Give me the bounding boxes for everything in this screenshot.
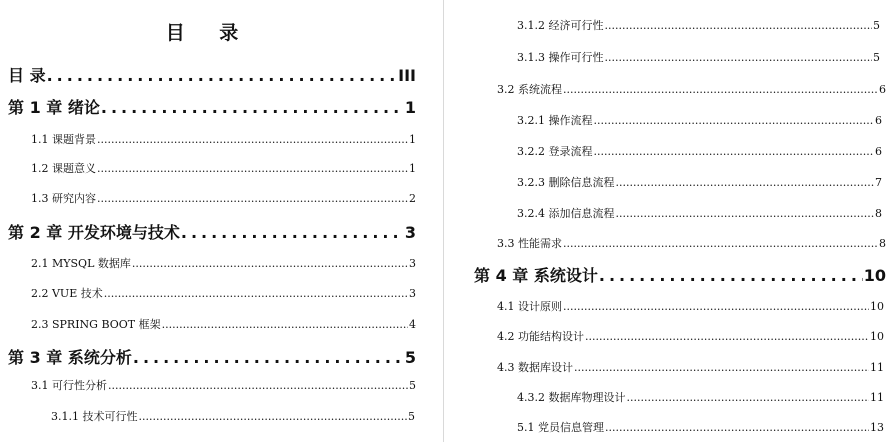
toc-entry-page: 5 [408, 410, 415, 423]
toc-entry-page: 8 [875, 207, 882, 220]
toc-entry-label: 3.2.3 删除信息流程 [517, 176, 615, 189]
toc-title: 目 录 [165, 22, 253, 44]
toc-entry-label: 2.2 VUE 技术 [31, 287, 103, 300]
dot-leader [108, 379, 408, 392]
toc-entry[interactable] [497, 298, 884, 314]
dot-leader [97, 162, 408, 175]
dot-leader [132, 257, 408, 270]
dot-leader [563, 83, 878, 96]
dot-leader [97, 133, 408, 146]
toc-entry[interactable] [8, 345, 416, 368]
toc-entry[interactable] [517, 112, 882, 128]
toc-entry-page: 5 [873, 19, 880, 32]
dot-leader [101, 98, 404, 117]
toc-entry-label: 4.2 功能结构设计 [497, 330, 584, 343]
toc-entry[interactable] [31, 160, 416, 176]
dot-leader [585, 330, 869, 343]
toc-entry[interactable] [8, 63, 416, 86]
toc-entry-label: 3.1.2 经济可行性 [517, 19, 604, 32]
dot-leader [605, 421, 869, 434]
dot-leader [616, 176, 875, 189]
dot-leader [563, 300, 869, 313]
toc-entry[interactable] [517, 389, 884, 405]
toc-entry[interactable] [51, 408, 415, 424]
toc-entry-page: 10 [870, 330, 884, 343]
dot-leader [594, 114, 875, 127]
toc-entry[interactable] [31, 316, 416, 332]
toc-entry-label: 3.1.1 技术可行性 [51, 410, 138, 423]
toc-entry[interactable] [517, 17, 880, 33]
toc-entry-page: 5 [873, 51, 880, 64]
toc-entry-page: 7 [875, 176, 882, 189]
toc-entry[interactable] [31, 377, 416, 393]
toc-entry[interactable] [497, 235, 886, 251]
dot-leader [594, 145, 875, 158]
toc-entry[interactable] [517, 419, 884, 435]
toc-entry-page: III [398, 66, 416, 85]
dot-leader [563, 237, 878, 250]
toc-entry[interactable] [517, 205, 882, 221]
toc-entry-page: 1 [404, 98, 416, 117]
toc-entry[interactable] [517, 143, 882, 159]
toc-entry-page: 2 [409, 192, 416, 205]
toc-entry-label: 目 录 [8, 66, 46, 85]
dot-leader [104, 287, 408, 300]
dot-leader [599, 266, 863, 285]
toc-entry-label: 第 1 章 绪论 [8, 98, 100, 117]
toc-entry-label: 3.2.1 操作流程 [517, 114, 593, 127]
toc-entry-page: 5 [404, 348, 416, 367]
dot-leader [605, 19, 873, 32]
dot-leader [181, 223, 404, 242]
toc-entry-label: 3.1 可行性分析 [31, 379, 107, 392]
dot-leader [574, 361, 869, 374]
toc-entry-label: 2.1 MYSQL 数据库 [31, 257, 131, 270]
toc-entry-page: 5 [409, 379, 416, 392]
toc-entry[interactable] [497, 328, 884, 344]
toc-entry-page: 11 [870, 391, 884, 404]
toc-entry[interactable] [8, 220, 416, 243]
toc-entry-label: 4.3.2 数据库物理设计 [517, 391, 626, 404]
toc-entry-page: 11 [870, 361, 884, 374]
toc-entry-page: 4 [409, 318, 416, 331]
column-divider [443, 0, 444, 442]
toc-entry-page: 3 [409, 257, 416, 270]
toc-entry-label: 3.3 性能需求 [497, 237, 562, 250]
toc-entry-page: 6 [879, 83, 886, 96]
toc-entry-label: 4.3 数据库设计 [497, 361, 573, 374]
dot-leader [133, 348, 404, 367]
toc-entry[interactable] [517, 49, 880, 65]
dot-leader [47, 66, 398, 85]
toc-entry[interactable] [31, 255, 416, 271]
toc-entry-label: 1.1 课题背景 [31, 133, 96, 146]
toc-entry[interactable] [497, 359, 884, 375]
toc-entry-page: 6 [875, 114, 882, 127]
dot-leader [139, 410, 408, 423]
toc-entry-label: 3.2 系统流程 [497, 83, 562, 96]
toc-entry-page: 13 [870, 421, 884, 434]
toc-entry-label: 3.2.4 添加信息流程 [517, 207, 615, 220]
toc-entry[interactable] [497, 81, 886, 97]
dot-leader [627, 391, 870, 404]
dot-leader [605, 51, 873, 64]
toc-entry-page: 8 [879, 237, 886, 250]
toc-entry-label: 1.2 课题意义 [31, 162, 96, 175]
toc-left-column [0, 0, 418, 442]
toc-entry-label: 第 3 章 系统分析 [8, 348, 132, 367]
dot-leader [162, 318, 408, 331]
toc-entry-label: 4.1 设计原则 [497, 300, 562, 313]
toc-entry-label: 第 2 章 开发环境与技术 [8, 223, 180, 242]
dot-leader [616, 207, 875, 220]
toc-entry[interactable] [8, 95, 416, 118]
toc-entry-label: 5.1 党员信息管理 [517, 421, 604, 434]
toc-entry-page: 10 [870, 300, 884, 313]
toc-entry-label: 1.3 研究内容 [31, 192, 96, 205]
dot-leader [97, 192, 408, 205]
toc-entry[interactable] [517, 174, 882, 190]
toc-entry-label: 2.3 SPRING BOOT 框架 [31, 318, 161, 331]
toc-right-column [468, 0, 886, 442]
toc-entry-page: 6 [875, 145, 882, 158]
toc-entry-page: 1 [409, 162, 416, 175]
toc-entry-label: 第 4 章 系统设计 [474, 266, 598, 285]
toc-entry[interactable] [31, 190, 416, 206]
toc-entry[interactable] [31, 285, 416, 301]
toc-entry-label: 3.2.2 登录流程 [517, 145, 593, 158]
toc-entry[interactable] [31, 131, 416, 147]
toc-entry[interactable] [474, 263, 886, 286]
toc-entry-page: 3 [409, 287, 416, 300]
toc-entry-label: 3.1.3 操作可行性 [517, 51, 604, 64]
toc-entry-page: 1 [409, 133, 416, 146]
toc-entry-page: 10 [863, 266, 886, 285]
toc-entry-page: 3 [404, 223, 416, 242]
